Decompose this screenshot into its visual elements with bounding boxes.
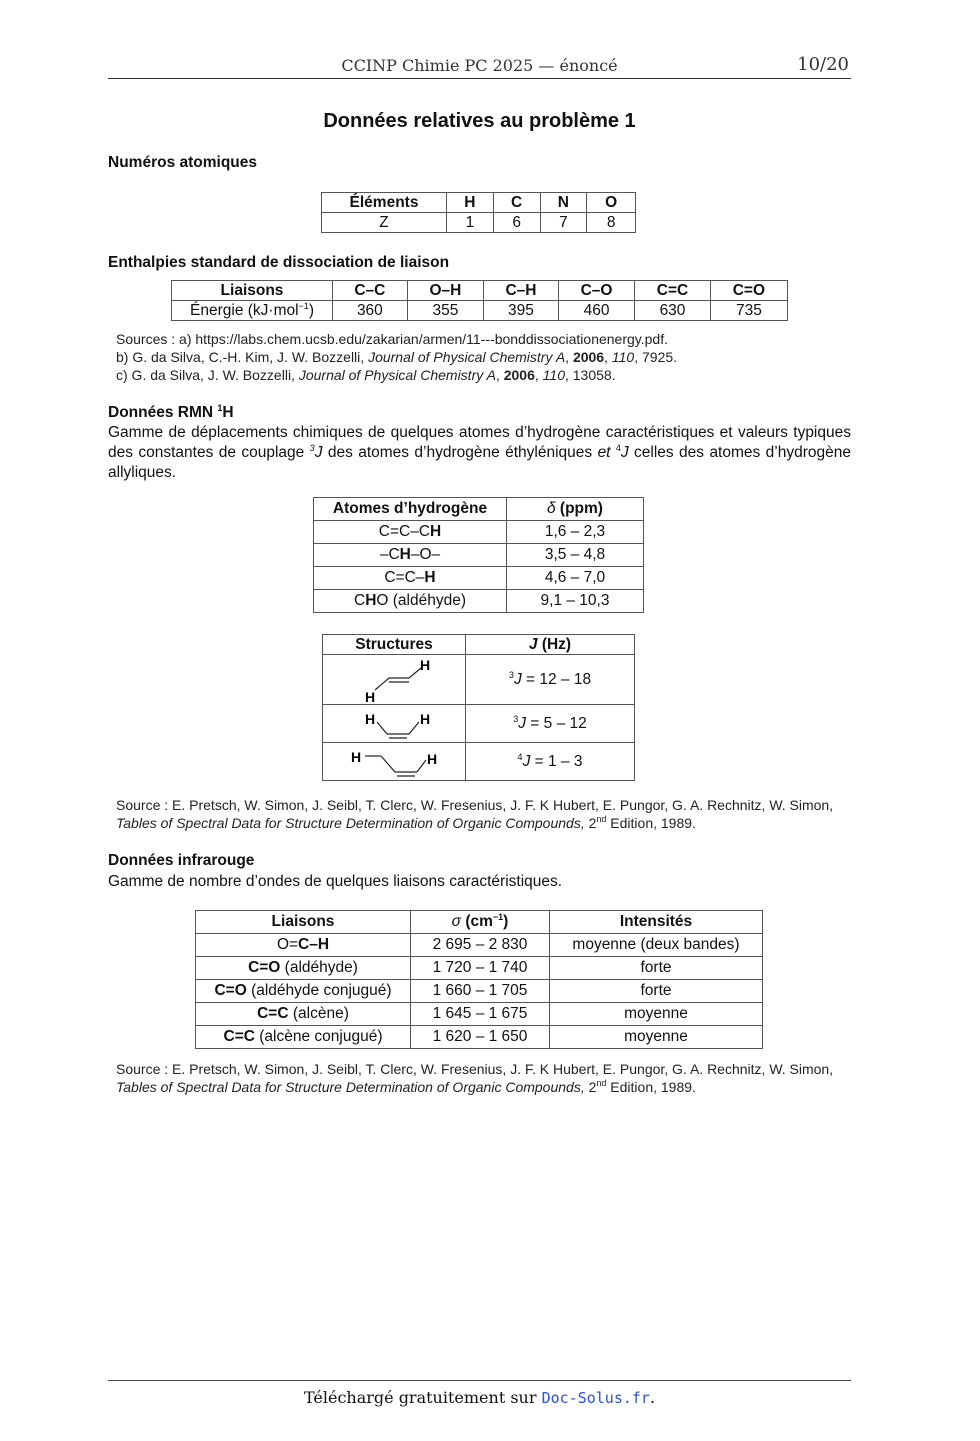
table-cell: $^4$J = 1 – 3 [466, 743, 635, 781]
table-cell: 630 [635, 301, 711, 321]
table-cell: 1 660 – 1 705 [411, 980, 550, 1003]
cis-alkene-structure [323, 705, 466, 743]
table-header-cell: Atomes d’hydrogène [314, 498, 507, 521]
atom-label-h: H [365, 710, 376, 727]
table-header-cell: H [447, 193, 494, 213]
table-header-cell: C [493, 193, 540, 213]
nmr-source: Source : E. Pretsch, W. Simon, J. Seibl, T. Clerc, W. Fresenius, J. F. K Hubert, E. Pungor, G. A. Rechnitz, W. Simon, Tables of Spectral Data for Structure Determination of Organic Compounds, 2nd Edition, 1989. [116, 797, 834, 831]
table-header-cell: δ (ppm) [507, 498, 644, 521]
table-cell: C=C (alcène) [196, 1003, 411, 1026]
page-number: 10/20 [797, 54, 849, 75]
table-cell: 9,1 – 10,3 [507, 590, 644, 613]
table-cell: 1 645 – 1 675 [411, 1003, 550, 1026]
table-cell: 7 [540, 213, 587, 233]
source-line: c) G. da Silva, J. W. Bozzelli, Journal of Physical Chemistry A, 2006, 110, 13058. [116, 367, 616, 383]
atomic-numbers-table [321, 192, 636, 233]
atom-label-h: H [365, 688, 376, 704]
table-header-cell: C=O [710, 281, 787, 301]
table-cell: Énergie (kJ·mol$^{-1}$) [172, 301, 333, 321]
atom-label-h: H [420, 656, 431, 673]
table-cell: 6 [493, 213, 540, 233]
allylic-structure [323, 743, 466, 781]
table-cell: C=C–CH [314, 521, 507, 544]
page-footer [108, 1380, 851, 1407]
nmr-shift-table [313, 497, 644, 613]
footer-end: . [649, 1388, 656, 1407]
table-cell: $^3$J = 12 – 18 [466, 655, 635, 705]
table-cell: moyenne (deux bandes) [550, 934, 763, 957]
atom-label-h: H [420, 710, 431, 727]
doc-solus-link[interactable]: Doc-Solus.fr [541, 1389, 650, 1407]
table-header-cell: J (Hz) [466, 635, 635, 655]
table-header-cell: C–O [558, 281, 634, 301]
table-header-cell: σ $(cm^{-1})$ [411, 911, 550, 934]
enthalpy-heading: Enthalpies standard de dissociation de liaison [108, 254, 450, 271]
ir-table [195, 910, 763, 1049]
footer-text: Téléchargé gratuitement sur [303, 1388, 542, 1407]
table-header-cell: Intensités [550, 911, 763, 934]
ir-heading: Données infrarouge [108, 852, 255, 869]
table-cell: –CH–O– [314, 544, 507, 567]
enthalpy-sources [116, 330, 856, 384]
atom-label-h: H [351, 748, 362, 765]
table-cell: forte [550, 957, 763, 980]
table-cell: forte [550, 980, 763, 1003]
header-title: CCINP Chimie PC 2025 — énoncé [341, 56, 618, 75]
table-cell: 395 [484, 301, 559, 321]
table-cell: C=O (aldéhyde) [196, 957, 411, 980]
table-cell: moyenne [550, 1026, 763, 1049]
table-header-cell: N [540, 193, 587, 213]
table-header-cell: O–H [407, 281, 483, 301]
table-header-cell: C=C [635, 281, 711, 301]
table-cell: 460 [558, 301, 634, 321]
atom-label-h: H [427, 750, 438, 767]
running-header [108, 54, 851, 79]
nmr-coupling-table [322, 634, 635, 781]
table-header-cell: C–C [333, 281, 408, 301]
table-cell: C=C (alcène conjugué) [196, 1026, 411, 1049]
table-cell: 8 [587, 213, 636, 233]
table-cell: 355 [407, 301, 483, 321]
table-cell: $^3$J = 5 – 12 [466, 705, 635, 743]
atomic-numbers-heading: Numéros atomiques [108, 154, 258, 171]
enthalpy-table [171, 280, 788, 321]
table-cell: 735 [710, 301, 787, 321]
table-cell: 3,5 – 4,8 [507, 544, 644, 567]
nmr-description: Gamme de déplacements chimiques de quelques atomes d’hydrogène caractéristiques et valeurs typiques des constantes de couplage $^3$J des atomes d’hydrogène éthyléniques et $^4$J celles des atomes d’hydrogène allyliques. [108, 424, 851, 481]
table-cell: 1 720 – 1 740 [411, 957, 550, 980]
source-line: b) G. da Silva, C.-H. Kim, J. W. Bozzelli, Journal of Physical Chemistry A, 2006, 110, 7925. [116, 349, 678, 365]
table-header-cell: C–H [484, 281, 559, 301]
table-header-cell: Éléments [322, 193, 447, 213]
table-cell: 1,6 – 2,3 [507, 521, 644, 544]
table-header-cell: Structures [323, 635, 466, 655]
table-cell: 4,6 – 7,0 [507, 567, 644, 590]
table-cell: 1 620 – 1 650 [411, 1026, 550, 1049]
table-cell: 1 [447, 213, 494, 233]
table-header-cell: Liaisons [196, 911, 411, 934]
trans-alkene-structure [323, 655, 466, 705]
table-cell: C=C–H [314, 567, 507, 590]
table-cell: moyenne [550, 1003, 763, 1026]
table-header-cell: O [587, 193, 636, 213]
source-line: Sources : a) https://labs.chem.ucsb.edu/zakarian/armen/11---bonddissociationenergy.pdf. [116, 331, 668, 347]
table-cell: 360 [333, 301, 408, 321]
nmr-heading: Données RMN $^1$H [108, 403, 234, 421]
table-cell: CHO (aldéhyde) [314, 590, 507, 613]
ir-description: Gamme de nombre d’ondes de quelques liaisons caractéristiques. [108, 873, 563, 890]
table-header-cell: Liaisons [172, 281, 333, 301]
ir-source: Source : E. Pretsch, W. Simon, J. Seibl, T. Clerc, W. Fresenius, J. F. K Hubert, E. Pungor, G. A. Rechnitz, W. Simon, Tables of Spectral Data for Structure Determination of Organic Compounds, 2nd Edition, 1989. [116, 1061, 834, 1095]
page-title: Données relatives au problème 1 [323, 110, 636, 132]
table-cell: C=O (aldéhyde conjugué) [196, 980, 411, 1003]
table-cell: 2 695 – 2 830 [411, 934, 550, 957]
table-cell: O=C–H [196, 934, 411, 957]
table-cell: Z [322, 213, 447, 233]
